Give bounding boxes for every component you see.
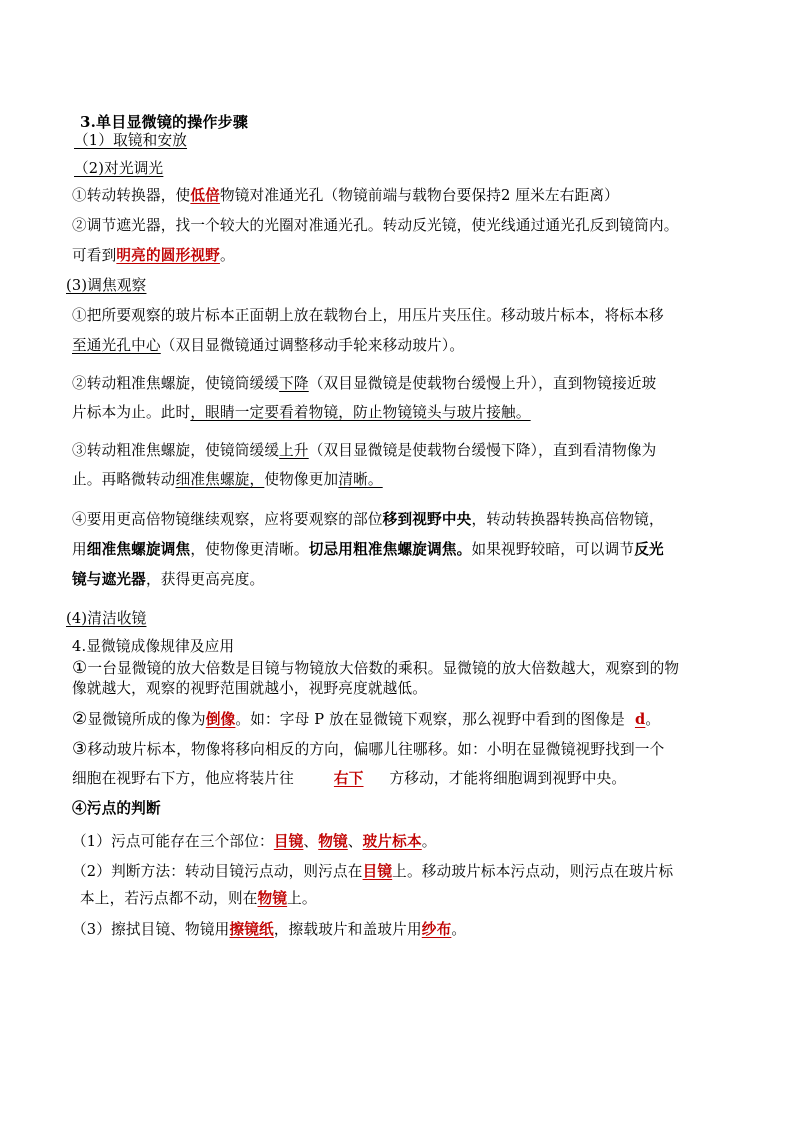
step-3-item-a-line1: ①把所要观察的玻片标本正面朝上放在载物台上，用压片夹压住。移动玻片标本，将标本移 [72,307,664,324]
step-3-item-d-line1 [72,510,664,530]
rule-1-line2: 像就越大，观察的视野范围就越小，视野亮度就越低。 [72,680,428,697]
step-1-label: （1）取镜和安放 [74,132,188,149]
rule-3-line1 [72,739,664,760]
text: 上。移动玻片标本污点动，则污点在玻片标 [392,863,674,880]
rule-4-item-2-line2 [80,889,317,909]
text: （3）擦拭目镜、物镜用 [72,921,230,938]
step-4-heading [66,609,146,629]
text: ，使物像更清晰。 [190,541,309,558]
text: 。 [451,921,467,938]
step-2-label: （2)对光调光 [74,160,164,177]
answer-eyepiece-2: 目镜 [362,863,393,880]
circled-number: ② [72,709,88,729]
step-3-item-d-line3 [72,570,264,590]
text: 移动玻片标本，物像将移向相反的方向，偏哪儿往哪移。如：小明在显微镜视野找到一个 [87,741,665,758]
circled-number: ③ [72,739,88,759]
rule-3-line2 [72,769,626,789]
answer-lens-paper: 擦镜纸 [229,921,274,938]
underline-warning: ，眼睛一定要看着物镜，防止物镜镜头与玻片接触。 [190,404,531,421]
text: 使物像更加 [264,471,339,488]
step-3-item-c-line2 [72,470,383,490]
section-4-title: 4.显微镜成像规律及应用 [72,638,235,655]
answer-objective: 物镜 [318,833,348,850]
underline-center: 至通光孔中心 [72,337,161,354]
text: ，擦载玻片和盖玻片用 [273,921,422,938]
text: ①转动转换器，使 [72,187,191,204]
circled-number: ① [72,658,88,678]
step-2-item-c [72,246,235,266]
step-3-item-b-line1 [72,374,656,394]
answer-bright-field: 明亮的圆形视野 [116,247,220,264]
step-3-item-b-line2 [72,403,531,423]
step-2-heading [74,159,163,179]
text: 显微镜所成的像为 [87,711,206,728]
underline-fine-focus: 细准焦螺旋， [175,471,265,488]
answer-low-power: 低倍 [190,187,220,204]
step-2-item-a [72,186,619,206]
text: （2）判断方法：转动目镜污点动，则污点在 [72,863,363,880]
step-3-item-d-line2 [72,540,664,560]
text: 。 [645,711,661,728]
text: 。 [421,833,437,850]
answer-slide: 玻片标本 [362,833,422,850]
bold-mirror: 反光 [634,541,664,558]
text: 片标本为止。此时 [72,404,191,421]
rule-4-item-3 [72,920,466,940]
underline-ascend: 上升 [279,442,309,459]
text: 本上，若污点都不动，则在 [80,890,258,907]
step-3-item-c-line1 [72,441,656,461]
rule-4-item-2-line1 [72,862,673,882]
text: 一台显微镜的放大倍数是目镜与物镜放大倍数的乘积。显微镜的放大倍数越大，观察到的物 [87,660,680,677]
text: （1）污点可能存在三个部位： [72,833,274,850]
text: 用 [72,541,87,558]
step-2-item-b: ②调节遮光器，找一个较大的光圈对准通光孔。转动反光镜，使光线通过通光孔反到镜筒内。 [72,217,679,234]
step-4-label: (4)清洁收镜 [66,610,147,627]
text: ，转动转换器转换高倍物镜， [471,511,664,528]
text: 如果视野较暗，可以调节 [471,541,635,558]
bold-move-center: 移到视野中央 [382,511,472,528]
step-3-item-a-line2 [72,336,464,356]
text: （双目显微镜是使载物台缓慢上升），直到物镜接近玻 [308,375,657,392]
text: 细胞在视野右下方，他应将装片往 [72,770,294,787]
text: ②转动粗准焦螺旋，使镜筒缓缓 [72,375,280,392]
text: （双目显微镜通过调整移动手轮来移动玻片）。 [160,337,465,354]
step-1-heading [74,131,187,151]
text: 、 [303,833,319,850]
rule-4-heading: ④污点的判断 [72,800,161,817]
underline-clear: 清晰。 [338,471,383,488]
rule-1-line1 [72,658,679,679]
text: 。 [219,247,235,264]
underline-descend: 下降 [279,375,309,392]
answer-inverted: 倒像 [205,711,236,728]
step-3-heading [66,276,146,296]
section-3-title: 3.单目显微镜的操作步骤 [80,113,249,131]
bold-caution: 切忌用粗准焦螺旋调焦。 [308,541,472,558]
answer-gauze: 纱布 [421,921,452,938]
text: 、 [347,833,363,850]
text: 方移动，才能将细胞调到视野中央。 [389,770,627,787]
text: 可看到 [72,247,117,264]
text: 止。再略微转动 [72,471,176,488]
answer-letter-d: d [634,711,646,728]
rule-4-item-1 [72,832,437,852]
text: （双目显微镜是使载物台缓慢下降），直到看清物像为 [308,442,657,459]
step-3-label: (3)调焦观察 [66,277,147,294]
text: 物镜对准通光孔（物镜前端与载物台要保持2 厘米左右距离） [219,187,619,204]
text: ③转动粗准焦螺旋，使镜筒缓缓 [72,442,280,459]
text: ④要用更高倍物镜继续观察，应将要观察的部位 [72,511,383,528]
bold-fine-focus: 细准焦螺旋调焦 [86,541,191,558]
text: 。如：字母 P 放在显微镜下观察，那么视野中看到的图像是 [235,711,625,728]
answer-eyepiece: 目镜 [273,833,304,850]
answer-objective-2: 物镜 [257,890,288,907]
bold-mirror-diaphragm: 镜与遮光器 [72,571,146,588]
text: 上。 [287,890,317,907]
text: ，获得更高亮度。 [145,571,265,588]
answer-lower-right: 右下 [333,770,364,787]
rule-2 [72,709,660,730]
